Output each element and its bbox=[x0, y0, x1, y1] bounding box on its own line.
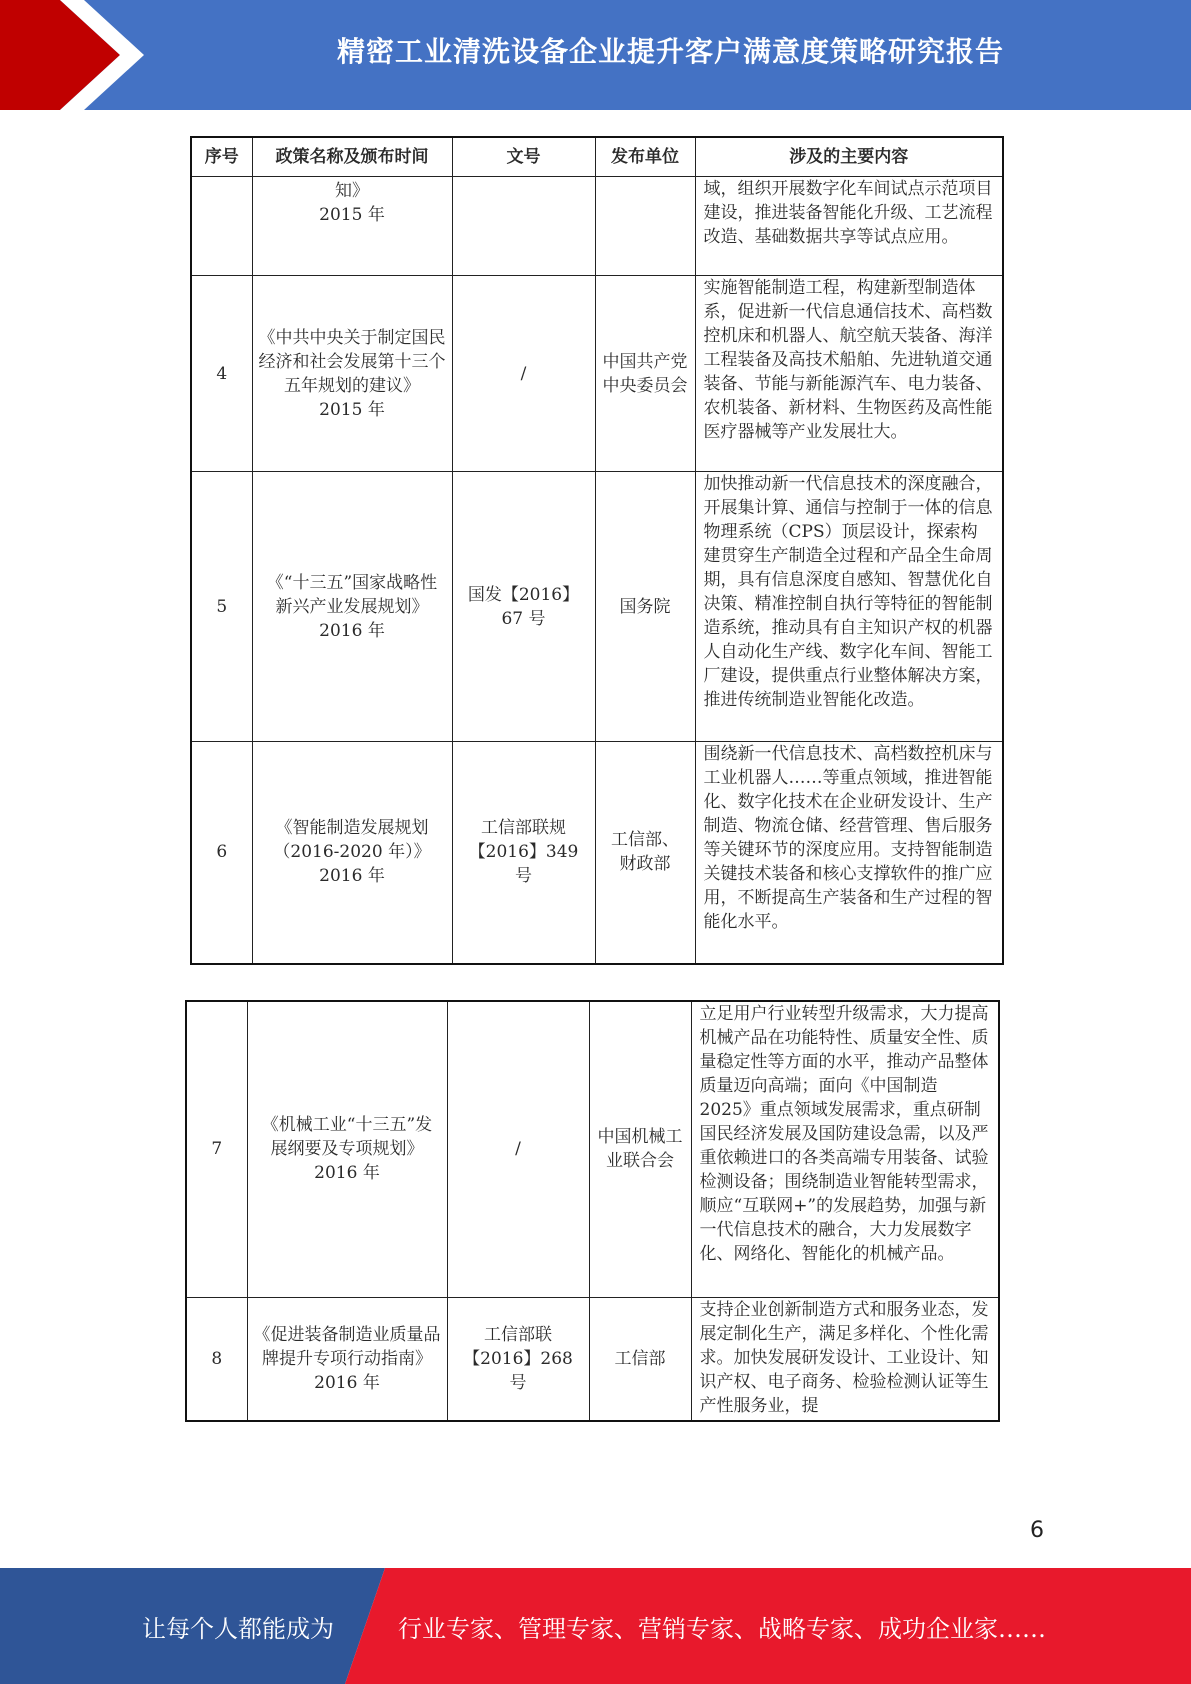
table-row bbox=[191, 742, 1003, 964]
cell-doc-number: / bbox=[447, 1001, 589, 1297]
report-title: 精密工业清洗设备企业提升客户满意度策略研究报告 bbox=[336, 35, 1004, 68]
cell-number bbox=[191, 177, 252, 276]
cell-issuer: 中国机械工业联合会 bbox=[589, 1001, 691, 1297]
table-row bbox=[191, 472, 1003, 742]
cell-content: 围绕新一代信息技术、高档数控机床与工业机器人……等重点领域，推进智能化、数字化技术在企业研发设计、生产制造、物流仓储、经营管理、售后服务等关键环节的深度应用。支持智能制造关键技术装备和核心支撑软件的推广应用，不断提高生产装备和生产过程的智能化水平。 bbox=[695, 742, 1003, 964]
cell-issuer: 中国共产党中央委员会 bbox=[595, 276, 695, 472]
page-number: 6 bbox=[1030, 1518, 1044, 1543]
page-footer bbox=[0, 1568, 1191, 1684]
table-header-row bbox=[191, 137, 1003, 177]
page-header bbox=[0, 0, 1191, 110]
footer-slogan-right: 行业专家、管理专家、营销专家、战略专家、成功企业家…… bbox=[398, 1614, 1046, 1643]
col-header-doc-number: 文号 bbox=[452, 137, 595, 177]
cell-number: 7 bbox=[186, 1001, 247, 1297]
cell-issuer bbox=[595, 177, 695, 276]
cell-content: 域，组织开展数字化车间试点示范项目建设，推进装备智能化升级、工艺流程改造、基础数据共享等试点应用。 bbox=[695, 177, 1003, 276]
table-row bbox=[191, 276, 1003, 472]
header-arrow-decoration bbox=[0, 0, 190, 110]
cell-issuer: 工信部、 财政部 bbox=[595, 742, 695, 964]
col-header-issuer: 发布单位 bbox=[595, 137, 695, 177]
cell-policy-name: 《“十三五”国家战略性新兴产业发展规划》 2016 年 bbox=[252, 472, 452, 742]
cell-doc-number: 工信部联规 【2016】349 号 bbox=[452, 742, 595, 964]
col-header-number: 序号 bbox=[191, 137, 252, 177]
table-row bbox=[186, 1001, 999, 1297]
cell-doc-number: / bbox=[452, 276, 595, 472]
cell-policy-name: 《智能制造发展规划（2016-2020 年）》 2016 年 bbox=[252, 742, 452, 964]
cell-issuer: 国务院 bbox=[595, 472, 695, 742]
cell-number: 8 bbox=[186, 1297, 247, 1421]
cell-content: 加快推动新一代信息技术的深度融合，开展集计算、通信与控制于一体的信息物理系统（CPS）顶层设计，探索构建贯穿生产制造全过程和产品全生命周期，具有信息深度自感知、智慧优化自决策、精准控制自执行等特征的智能制造系统，推动具有自主知识产权的机器人自动化生产线、数字化车间、智能工厂建设，提供重点行业整体解决方案，推进传统制造业智能化改造。 bbox=[695, 472, 1003, 742]
col-header-content: 涉及的主要内容 bbox=[695, 137, 1003, 177]
cell-content: 支持企业创新制造方式和服务业态，发展定制化生产，满足多样化、个性化需求。加快发展研发设计、工业设计、知识产权、电子商务、检验检测认证等生产性服务业，提 bbox=[691, 1297, 999, 1421]
cell-doc-number: 工信部联 【2016】268 号 bbox=[447, 1297, 589, 1421]
policy-table-2 bbox=[185, 1000, 1000, 1422]
footer-slogan-left: 让每个人都能成为 bbox=[142, 1614, 334, 1643]
table-row bbox=[186, 1297, 999, 1421]
cell-policy-name: 《促进装备制造业质量品牌提升专项行动指南》 2016 年 bbox=[247, 1297, 447, 1421]
cell-number: 4 bbox=[191, 276, 252, 472]
cell-content: 立足用户行业转型升级需求，大力提高机械产品在功能特性、质量安全性、质量稳定性等方面的水平，推动产品整体质量迈向高端；面向《中国制造 2025》重点领域发展需求，重点研制国民经济发展及国防建设急需，以及严重依赖进口的各类高端专用装备、试验检测设备；围绕制造业智能转型需求，顺应“互联网+”的发展趋势，加强与新一代信息技术的融合，大力发展数字化、网络化、智能化的机械产品。 bbox=[691, 1001, 999, 1297]
cell-policy-name: 《中共中央关于制定国民经济和社会发展第十三个五年规划的建议》 2015 年 bbox=[252, 276, 452, 472]
cell-doc-number bbox=[452, 177, 595, 276]
cell-doc-number: 国发【2016】 67 号 bbox=[452, 472, 595, 742]
cell-content: 实施智能制造工程，构建新型制造体系，促进新一代信息通信技术、高档数控机床和机器人、航空航天装备、海洋工程装备及高技术船舶、先进轨道交通装备、节能与新能源汽车、电力装备、农机装备、新材料、生物医药及高性能医疗器械等产业发展壮大。 bbox=[695, 276, 1003, 472]
table-row bbox=[191, 177, 1003, 276]
col-header-policy-name: 政策名称及颁布时间 bbox=[252, 137, 452, 177]
cell-number: 6 bbox=[191, 742, 252, 964]
cell-policy-name: 知》 2015 年 bbox=[252, 177, 452, 276]
cell-issuer: 工信部 bbox=[589, 1297, 691, 1421]
policy-table-1 bbox=[190, 136, 1004, 965]
cell-number: 5 bbox=[191, 472, 252, 742]
cell-policy-name: 《机械工业“十三五”发展纲要及专项规划》 2016 年 bbox=[247, 1001, 447, 1297]
